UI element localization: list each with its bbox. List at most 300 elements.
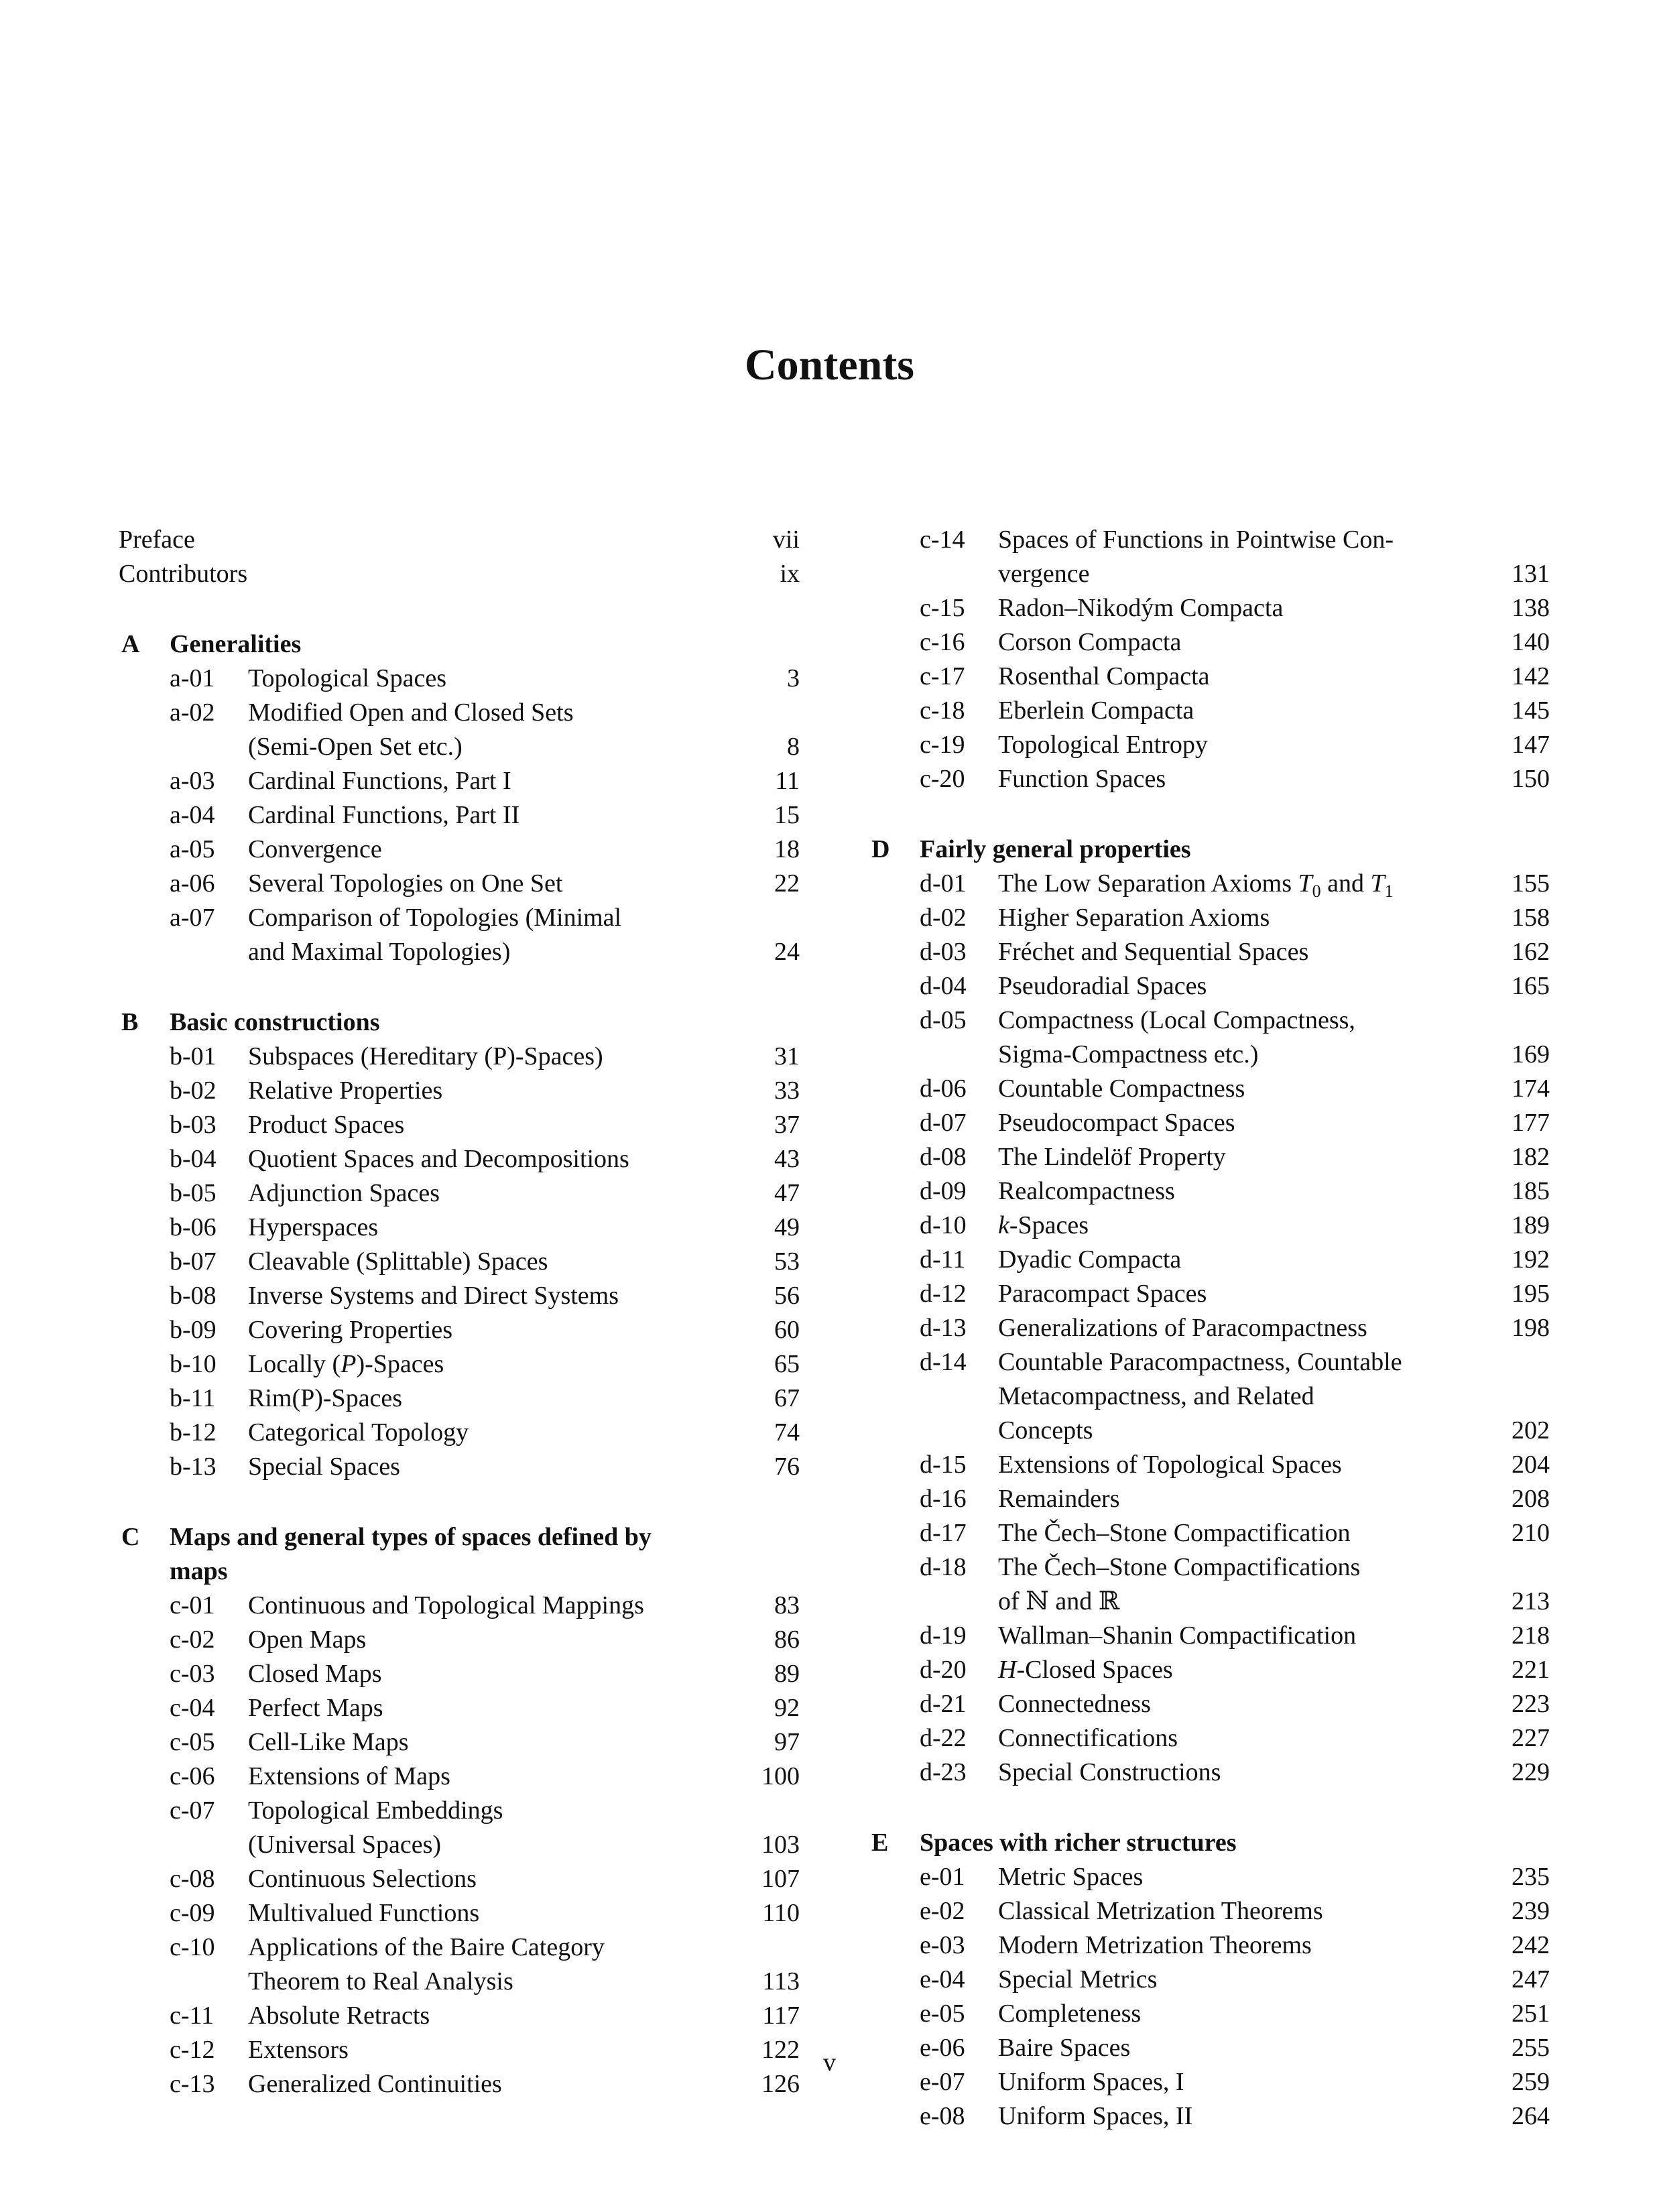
toc-entry-line[interactable] bbox=[869, 1379, 1550, 1414]
entry-code: c-17 bbox=[920, 662, 965, 690]
toc-entry-line[interactable] bbox=[869, 1072, 1550, 1106]
entry-title: Absolute Retracts bbox=[248, 2002, 430, 2030]
entry-code: b-04 bbox=[170, 1145, 217, 1173]
entry-code: d-09 bbox=[920, 1177, 967, 1205]
toc-entry-line[interactable] bbox=[869, 1653, 1550, 1687]
entry-title: Function Spaces bbox=[998, 765, 1166, 793]
entry-page: 43 bbox=[774, 1145, 800, 1173]
toc-entry-line[interactable] bbox=[119, 1211, 800, 1245]
toc-entry-line[interactable] bbox=[119, 1965, 800, 1999]
toc-entry-line[interactable] bbox=[869, 762, 1550, 796]
toc-entry-line[interactable] bbox=[869, 1860, 1550, 1894]
entry-title: The Low Separation Axioms $T_0$ and $T_1$ bbox=[998, 869, 1394, 901]
entry-code: d-17 bbox=[920, 1519, 967, 1547]
entry-code: d-19 bbox=[920, 1621, 967, 1650]
toc-entry-line[interactable] bbox=[869, 2099, 1550, 2134]
entry-code: b-02 bbox=[170, 1077, 217, 1105]
entry-page: vii bbox=[772, 526, 800, 554]
entry-code: d-15 bbox=[920, 1451, 967, 1479]
entry-title: Corson Compacta bbox=[998, 628, 1182, 656]
toc-entry-line[interactable] bbox=[869, 1721, 1550, 1756]
toc-entry-line[interactable] bbox=[119, 1040, 800, 1074]
part-letter: D bbox=[871, 835, 890, 863]
toc-entry[interactable] bbox=[119, 557, 800, 591]
entry-title: Higher Separation Axioms bbox=[998, 904, 1270, 932]
entry-title: Continuous Selections bbox=[248, 1865, 477, 1893]
entry-page: 49 bbox=[774, 1213, 800, 1241]
entry-page: 76 bbox=[774, 1453, 800, 1481]
entry-title: Comparison of Topologies (Minimal bbox=[248, 904, 622, 932]
entry-title: Continuous and Topological Mappings bbox=[248, 1591, 644, 1619]
entry-title: Remainders bbox=[998, 1485, 1120, 1513]
toc-entry-line[interactable] bbox=[869, 1756, 1550, 1790]
toc-entry-line[interactable] bbox=[119, 1279, 800, 1313]
section-gap bbox=[869, 796, 1550, 833]
toc-entry-line[interactable] bbox=[119, 867, 800, 901]
toc-entry-line[interactable] bbox=[119, 1930, 800, 1965]
toc-entry-line[interactable] bbox=[119, 1416, 800, 1450]
entry-code: c-20 bbox=[920, 765, 965, 793]
section-gap bbox=[119, 591, 800, 627]
toc-entry-line[interactable] bbox=[119, 1074, 800, 1108]
entry-title: Uniform Spaces, I bbox=[998, 2068, 1184, 2096]
part-title: Generalities bbox=[170, 630, 302, 658]
entry-code: e-03 bbox=[920, 1931, 965, 1959]
entry-page: 138 bbox=[1512, 594, 1550, 622]
entry-title: Topological Entropy bbox=[998, 731, 1208, 759]
part-letter: E bbox=[871, 1829, 889, 1857]
entry-code: b-05 bbox=[170, 1179, 217, 1207]
toc-entry-line[interactable] bbox=[119, 1725, 800, 1760]
toc-entry-line[interactable] bbox=[119, 1794, 800, 1828]
entry-title: Quotient Spaces and Decompositions bbox=[248, 1145, 629, 1173]
toc-entry-line[interactable] bbox=[869, 1311, 1550, 1345]
entry-page: 18 bbox=[774, 835, 800, 863]
toc-entry-line[interactable] bbox=[119, 1450, 800, 1484]
entry-code: a-06 bbox=[170, 869, 215, 898]
entry-code: a-01 bbox=[170, 664, 215, 692]
entry-title: Wallman–Shanin Compactification bbox=[998, 1621, 1357, 1650]
entry-page: 97 bbox=[774, 1728, 800, 1756]
toc-entry-line[interactable] bbox=[119, 1760, 800, 1794]
entry-code: b-13 bbox=[170, 1453, 217, 1481]
toc-entry-line[interactable] bbox=[119, 1381, 800, 1416]
entry-page: 185 bbox=[1512, 1177, 1550, 1205]
entry-title: Pseudocompact Spaces bbox=[998, 1109, 1235, 1137]
entry-code: d-18 bbox=[920, 1553, 967, 1581]
entry-page: 259 bbox=[1512, 2068, 1550, 2096]
entry-page: 117 bbox=[762, 2002, 800, 2030]
entry-code: c-07 bbox=[170, 1796, 215, 1825]
entry-page: 202 bbox=[1512, 1416, 1550, 1445]
page-title: Contents bbox=[744, 341, 914, 389]
toc-entry-line[interactable] bbox=[869, 1687, 1550, 1721]
entry-page: 239 bbox=[1512, 1897, 1550, 1925]
entry-title: Connectedness bbox=[998, 1690, 1151, 1718]
entry-code: b-07 bbox=[170, 1247, 217, 1276]
section-gap bbox=[119, 969, 800, 1005]
entry-page: 182 bbox=[1512, 1143, 1550, 1171]
section-gap bbox=[119, 1484, 800, 1520]
entry-code: d-10 bbox=[920, 1211, 967, 1239]
entry-code: d-22 bbox=[920, 1724, 967, 1752]
entry-page: 198 bbox=[1512, 1314, 1550, 1342]
entry-title: Multivalued Functions bbox=[248, 1899, 480, 1927]
toc-entry-line[interactable] bbox=[869, 1243, 1550, 1277]
entry-page: 86 bbox=[774, 1625, 800, 1654]
toc-entry-line[interactable] bbox=[869, 1928, 1550, 1963]
toc-entry-line[interactable] bbox=[119, 1589, 800, 1623]
entry-code: e-07 bbox=[920, 2068, 965, 2096]
entry-title: of ℕ and ℝ bbox=[998, 1587, 1120, 1615]
entry-page: 131 bbox=[1512, 560, 1550, 588]
entry-title: (Universal Spaces) bbox=[248, 1831, 442, 1859]
part-title: Fairly general properties bbox=[920, 835, 1191, 863]
entry-page: 255 bbox=[1512, 2034, 1550, 2062]
entry-title: Topological Embeddings bbox=[248, 1796, 503, 1825]
entry-title: Modified Open and Closed Sets bbox=[248, 698, 574, 727]
entry-title: Compactness (Local Compactness, bbox=[998, 1006, 1355, 1034]
toc-entry-line[interactable] bbox=[119, 1862, 800, 1896]
toc-entry-line[interactable] bbox=[869, 660, 1550, 694]
entry-page: 213 bbox=[1512, 1587, 1550, 1615]
entry-page: 235 bbox=[1512, 1863, 1550, 1891]
entry-page: 162 bbox=[1512, 938, 1550, 966]
entry-code: d-20 bbox=[920, 1656, 967, 1684]
entry-code: c-06 bbox=[170, 1762, 215, 1790]
entry-page: ix bbox=[780, 560, 800, 588]
entry-code: d-04 bbox=[920, 972, 967, 1000]
toc-entry-line[interactable] bbox=[869, 1894, 1550, 1928]
entry-page: 31 bbox=[774, 1042, 800, 1070]
entry-page: 22 bbox=[774, 869, 800, 898]
part-heading bbox=[869, 1826, 1550, 1860]
toc-column-left bbox=[119, 523, 800, 2101]
entry-page: 150 bbox=[1512, 765, 1550, 793]
entry-code: c-19 bbox=[920, 731, 965, 759]
entry-page: 242 bbox=[1512, 1931, 1550, 1959]
entry-title: Extensions of Maps bbox=[248, 1762, 450, 1790]
entry-code: d-07 bbox=[920, 1109, 967, 1137]
toc-entry-line[interactable] bbox=[119, 1176, 800, 1211]
entry-code: b-06 bbox=[170, 1213, 217, 1241]
entry-page: 264 bbox=[1512, 2102, 1550, 2130]
toc-entry-line[interactable] bbox=[869, 1619, 1550, 1653]
toc-entry-line[interactable] bbox=[869, 1448, 1550, 1482]
entry-code: b-08 bbox=[170, 1282, 217, 1310]
entry-page: 8 bbox=[787, 733, 800, 761]
part-heading bbox=[119, 1005, 800, 1040]
entry-title: Concepts bbox=[998, 1416, 1093, 1445]
toc-entry-line[interactable] bbox=[869, 1414, 1550, 1448]
part-heading bbox=[119, 627, 800, 662]
toc-entry-line[interactable] bbox=[119, 1108, 800, 1142]
entry-code: b-09 bbox=[170, 1316, 217, 1344]
toc-entry-line[interactable] bbox=[119, 662, 800, 696]
part-letter: C bbox=[121, 1523, 140, 1551]
toc-entry-line[interactable] bbox=[119, 833, 800, 867]
part-title: Basic constructions bbox=[170, 1008, 380, 1036]
entry-page: 251 bbox=[1512, 2000, 1550, 2028]
entry-page: 11 bbox=[775, 767, 800, 795]
entry-page: 145 bbox=[1512, 696, 1550, 725]
toc-entry-line[interactable] bbox=[869, 591, 1550, 625]
entry-page: 53 bbox=[774, 1247, 800, 1276]
toc-entry-line[interactable] bbox=[869, 1106, 1550, 1140]
entry-title: (Semi-Open Set etc.) bbox=[248, 733, 463, 761]
entry-title: Product Spaces bbox=[248, 1111, 405, 1139]
entry-code: c-02 bbox=[170, 1625, 215, 1654]
entry-title: Topological Spaces bbox=[248, 664, 446, 692]
entry-title: Countable Compactness bbox=[998, 1074, 1245, 1103]
toc-entry[interactable] bbox=[119, 523, 800, 557]
entry-title: and Maximal Topologies) bbox=[248, 938, 511, 966]
entry-title: Rim(P)-Spaces bbox=[248, 1384, 403, 1412]
entry-title: Radon–Nikodým Compacta bbox=[998, 594, 1284, 622]
toc-entry-line[interactable] bbox=[869, 728, 1550, 762]
entry-page: 210 bbox=[1512, 1519, 1550, 1547]
toc-entry-line[interactable] bbox=[119, 901, 800, 935]
toc-entry-line[interactable] bbox=[869, 1345, 1550, 1379]
entry-title: Generalizations of Paracompactness bbox=[998, 1314, 1367, 1342]
entry-page: 192 bbox=[1512, 1245, 1550, 1274]
entry-page: 223 bbox=[1512, 1690, 1550, 1718]
entry-page: 147 bbox=[1512, 731, 1550, 759]
entry-code: a-04 bbox=[170, 801, 215, 829]
entry-title: Applications of the Baire Category bbox=[248, 1933, 605, 1961]
entry-page: 67 bbox=[774, 1384, 800, 1412]
entry-code: b-03 bbox=[170, 1111, 217, 1139]
entry-title: Inverse Systems and Direct Systems bbox=[248, 1282, 619, 1310]
toc-entry-line[interactable] bbox=[869, 1174, 1550, 1209]
entry-title: Covering Properties bbox=[248, 1316, 453, 1344]
entry-title: Special Constructions bbox=[998, 1758, 1221, 1786]
toc-entry-line[interactable] bbox=[869, 1003, 1550, 1038]
entry-code: c-04 bbox=[170, 1694, 215, 1722]
entry-page: 37 bbox=[774, 1111, 800, 1139]
entry-page: 3 bbox=[787, 664, 800, 692]
entry-title: vergence bbox=[998, 560, 1090, 588]
entry-title: Cardinal Functions, Part II bbox=[248, 801, 520, 829]
entry-title: Subspaces (Hereditary (P)-Spaces) bbox=[248, 1042, 603, 1070]
toc-entry-line[interactable] bbox=[119, 798, 800, 833]
toc-entry-line[interactable] bbox=[869, 1140, 1550, 1174]
entry-code: a-02 bbox=[170, 698, 215, 727]
toc-entry-line[interactable] bbox=[119, 1142, 800, 1176]
entry-page: 247 bbox=[1512, 1965, 1550, 1993]
toc-entry-line[interactable] bbox=[869, 1277, 1550, 1311]
toc-entry-line[interactable] bbox=[869, 1038, 1550, 1072]
entry-code: d-13 bbox=[920, 1314, 967, 1342]
part-heading bbox=[119, 1554, 800, 1589]
part-title: Maps and general types of spaces defined by bbox=[170, 1523, 652, 1551]
entry-title: Eberlein Compacta bbox=[998, 696, 1194, 725]
entry-title: Extensions of Topological Spaces bbox=[998, 1451, 1342, 1479]
toc-entry-line[interactable] bbox=[869, 1209, 1550, 1243]
toc-entry-line[interactable] bbox=[869, 557, 1550, 591]
entry-page: 33 bbox=[774, 1077, 800, 1105]
entry-code: c-05 bbox=[170, 1728, 215, 1756]
entry-page: 89 bbox=[774, 1660, 800, 1688]
toc-entry-line[interactable] bbox=[119, 1691, 800, 1725]
section-gap bbox=[869, 1790, 1550, 1826]
entry-code: d-23 bbox=[920, 1758, 967, 1786]
toc-entry-line[interactable] bbox=[869, 1482, 1550, 1516]
entry-code: c-15 bbox=[920, 594, 965, 622]
entry-code: c-10 bbox=[170, 1933, 215, 1961]
entry-title: Metacompactness, and Related bbox=[998, 1382, 1314, 1410]
toc-entry-line[interactable] bbox=[119, 1828, 800, 1862]
entry-title: Open Maps bbox=[248, 1625, 367, 1654]
entry-title: Generalized Continuities bbox=[248, 2070, 502, 2098]
entry-code: c-11 bbox=[170, 2002, 214, 2030]
entry-page: 100 bbox=[761, 1762, 800, 1790]
entry-page: 74 bbox=[774, 1418, 800, 1447]
entry-page: 155 bbox=[1512, 869, 1550, 898]
toc-entry-line[interactable] bbox=[869, 1997, 1550, 2031]
entry-title: Extensors bbox=[248, 2036, 349, 2064]
entry-code: c-13 bbox=[170, 2070, 215, 2098]
entry-code: d-02 bbox=[920, 904, 967, 932]
entry-page: 189 bbox=[1512, 1211, 1550, 1239]
part-title: maps bbox=[170, 1557, 228, 1585]
toc-entry-line[interactable] bbox=[119, 1347, 800, 1381]
entry-code: a-07 bbox=[170, 904, 215, 932]
entry-code: e-06 bbox=[920, 2034, 965, 2062]
entry-title: k-Spaces bbox=[998, 1211, 1089, 1239]
entry-title: The Čech–Stone Compactification bbox=[998, 1519, 1351, 1547]
entry-title: Contributors bbox=[119, 560, 248, 588]
entry-title: Classical Metrization Theorems bbox=[998, 1897, 1323, 1925]
toc-entry-line[interactable] bbox=[869, 901, 1550, 935]
entry-code: d-21 bbox=[920, 1690, 967, 1718]
toc-entry-line[interactable] bbox=[119, 1313, 800, 1347]
entry-code: c-18 bbox=[920, 696, 965, 725]
entry-page: 165 bbox=[1512, 972, 1550, 1000]
entry-code: d-05 bbox=[920, 1006, 967, 1034]
entry-title: Cleavable (Splittable) Spaces bbox=[248, 1247, 548, 1276]
entry-code: c-08 bbox=[170, 1865, 215, 1893]
entry-code: e-04 bbox=[920, 1965, 965, 1993]
entry-code: c-03 bbox=[170, 1660, 215, 1688]
entry-page: 169 bbox=[1512, 1040, 1550, 1068]
entry-code: b-01 bbox=[170, 1042, 217, 1070]
entry-title: Spaces of Functions in Pointwise Con- bbox=[998, 526, 1394, 554]
entry-title: Theorem to Real Analysis bbox=[248, 1967, 513, 1995]
part-title: Spaces with richer structures bbox=[920, 1829, 1237, 1857]
entry-code: c-12 bbox=[170, 2036, 215, 2064]
toc-entry-line[interactable] bbox=[119, 1245, 800, 1279]
entry-code: e-05 bbox=[920, 2000, 965, 2028]
entry-title: Several Topologies on One Set bbox=[248, 869, 563, 898]
toc-entry-line[interactable] bbox=[869, 694, 1550, 728]
part-heading bbox=[869, 833, 1550, 867]
entry-title: Completeness bbox=[998, 2000, 1142, 2028]
entry-page: 110 bbox=[762, 1899, 800, 1927]
entry-page: 15 bbox=[774, 801, 800, 829]
toc-entry-line[interactable] bbox=[869, 969, 1550, 1003]
entry-title: Fréchet and Sequential Spaces bbox=[998, 938, 1309, 966]
entry-title: Adjunction Spaces bbox=[248, 1179, 440, 1207]
entry-code: c-16 bbox=[920, 628, 965, 656]
entry-title: Connectifications bbox=[998, 1724, 1178, 1752]
toc-entry-line[interactable] bbox=[869, 935, 1550, 969]
entry-code: e-01 bbox=[920, 1863, 965, 1891]
entry-title: Baire Spaces bbox=[998, 2034, 1131, 2062]
toc-entry-line[interactable] bbox=[869, 1550, 1550, 1585]
toc-entry-line[interactable] bbox=[869, 625, 1550, 660]
entry-page: 103 bbox=[761, 1831, 800, 1859]
entry-code: b-11 bbox=[170, 1384, 216, 1412]
entry-title: H-Closed Spaces bbox=[998, 1656, 1173, 1684]
entry-title: Realcompactness bbox=[998, 1177, 1175, 1205]
toc-column-right bbox=[869, 523, 1550, 2134]
entry-page: 218 bbox=[1512, 1621, 1550, 1650]
entry-title: Cell-Like Maps bbox=[248, 1728, 409, 1756]
entry-code: a-05 bbox=[170, 835, 215, 863]
entry-title: Paracompact Spaces bbox=[998, 1280, 1207, 1308]
entry-page: 227 bbox=[1512, 1724, 1550, 1752]
entry-title: Dyadic Compacta bbox=[998, 1245, 1182, 1274]
entry-title: Metric Spaces bbox=[998, 1863, 1144, 1891]
entry-code: d-14 bbox=[920, 1348, 967, 1376]
entry-page: 208 bbox=[1512, 1485, 1550, 1513]
toc-entry-line[interactable] bbox=[119, 1623, 800, 1657]
entry-code: b-10 bbox=[170, 1350, 217, 1378]
toc-entry-line[interactable] bbox=[119, 730, 800, 764]
entry-title: Pseudoradial Spaces bbox=[998, 972, 1207, 1000]
entry-title: Uniform Spaces, II bbox=[998, 2102, 1193, 2130]
entry-page: 113 bbox=[762, 1967, 800, 1995]
toc-entry-line[interactable] bbox=[119, 1999, 800, 2033]
entry-code: d-03 bbox=[920, 938, 967, 966]
entry-page: 83 bbox=[774, 1591, 800, 1619]
toc-entry-line[interactable] bbox=[869, 1516, 1550, 1550]
entry-page: 65 bbox=[774, 1350, 800, 1378]
entry-page: 221 bbox=[1512, 1656, 1550, 1684]
entry-page: 174 bbox=[1512, 1074, 1550, 1103]
entry-title: Locally (P)-Spaces bbox=[248, 1350, 444, 1378]
toc-entry-line[interactable] bbox=[869, 523, 1550, 557]
entry-title: Special Metrics bbox=[998, 1965, 1158, 1993]
toc-entry-line[interactable] bbox=[119, 935, 800, 969]
entry-page: 122 bbox=[761, 2036, 800, 2064]
entry-title: Preface bbox=[119, 526, 195, 554]
toc-entry-line[interactable] bbox=[119, 1657, 800, 1691]
entry-code: d-01 bbox=[920, 869, 967, 898]
entry-page: 56 bbox=[774, 1282, 800, 1310]
entry-code: e-02 bbox=[920, 1897, 965, 1925]
page-number: v bbox=[823, 2048, 836, 2077]
entry-page: 142 bbox=[1512, 662, 1550, 690]
toc-entry-line[interactable] bbox=[869, 867, 1550, 901]
toc-entry-line[interactable] bbox=[869, 1963, 1550, 1997]
toc-entry-line[interactable] bbox=[119, 764, 800, 798]
entry-title: Cardinal Functions, Part I bbox=[248, 767, 511, 795]
entry-page: 24 bbox=[774, 938, 800, 966]
entry-title: Closed Maps bbox=[248, 1660, 382, 1688]
toc-entry-line[interactable] bbox=[119, 696, 800, 730]
entry-code: e-08 bbox=[920, 2102, 965, 2130]
part-letter: A bbox=[121, 630, 140, 658]
entry-page: 60 bbox=[774, 1316, 800, 1344]
entry-code: d-06 bbox=[920, 1074, 967, 1103]
entry-code: c-09 bbox=[170, 1899, 215, 1927]
entry-code: d-12 bbox=[920, 1280, 967, 1308]
entry-code: d-16 bbox=[920, 1485, 967, 1513]
toc-entry-line[interactable] bbox=[869, 1585, 1550, 1619]
toc-entry-line[interactable] bbox=[119, 1896, 800, 1930]
